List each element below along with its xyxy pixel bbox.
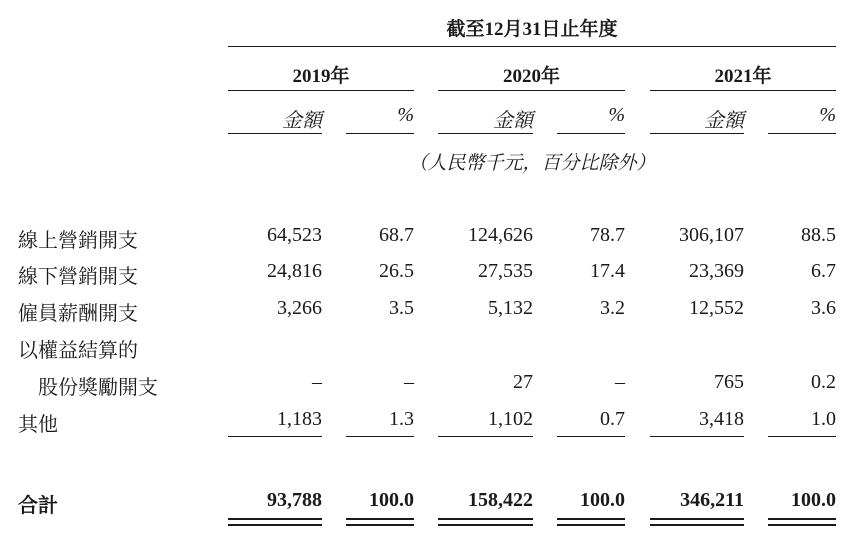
table-cell: 1,102 [488, 408, 533, 430]
subheader-underline [346, 133, 414, 134]
table-cell: 3.6 [811, 297, 836, 319]
subheader-underline [228, 133, 322, 134]
total-cell: 100.0 [369, 489, 414, 511]
total-double-rule-top [228, 518, 322, 520]
table-cell: 1.0 [811, 408, 836, 430]
table-cell: 23,369 [689, 260, 744, 282]
total-double-rule-bottom [438, 524, 533, 526]
table-cell: 3,418 [699, 408, 744, 430]
total-cell: 100.0 [580, 489, 625, 511]
table-cell: 3,266 [277, 297, 322, 319]
row-label: 線上營銷開支 [18, 230, 138, 252]
table-cell: 24,816 [267, 260, 322, 282]
table-cell: 5,132 [488, 297, 533, 319]
total-double-rule-top [768, 518, 836, 520]
year-underline [228, 90, 414, 91]
subtotal-rule [650, 436, 744, 437]
year-underline [438, 90, 625, 91]
table-cell: 1.3 [389, 408, 414, 430]
row-label: 其他 [18, 414, 58, 436]
table-cell: 27,535 [478, 260, 533, 282]
amount-header: 金額 [282, 110, 322, 132]
total-double-rule-bottom [557, 524, 625, 526]
subheader-underline [768, 133, 836, 134]
row-label: 以權益結算的 [18, 340, 138, 362]
row-label: 僱員薪酬開支 [18, 303, 138, 325]
table-cell: 78.7 [590, 224, 625, 246]
total-double-rule-bottom [650, 524, 744, 526]
year-header: 2021年 [714, 66, 772, 87]
percent-header: % [397, 104, 414, 126]
amount-header: 金額 [704, 110, 744, 132]
total-double-rule-top [557, 518, 625, 520]
table-cell: 12,552 [689, 297, 744, 319]
total-double-rule-top [650, 518, 744, 520]
period-underline [228, 46, 836, 47]
total-cell: 93,788 [267, 489, 322, 511]
total-cell: 346,211 [680, 489, 744, 511]
table-cell: 27 [513, 371, 533, 393]
table-cell: 1,183 [277, 408, 322, 430]
percent-header: % [608, 104, 625, 126]
subtotal-rule [228, 436, 322, 437]
unit-note: （人民幣千元，百分比除外） [408, 153, 656, 174]
subtotal-rule [346, 436, 414, 437]
subtotal-rule [768, 436, 836, 437]
table-cell: 17.4 [590, 260, 625, 282]
table-cell: 26.5 [379, 260, 414, 282]
table-cell: 6.7 [811, 260, 836, 282]
subheader-underline [650, 133, 744, 134]
percent-header: % [819, 104, 836, 126]
table-cell: – [615, 371, 625, 393]
year-header: 2019年 [292, 66, 350, 87]
table-cell: 88.5 [801, 224, 836, 246]
total-cell: 158,422 [468, 489, 533, 511]
table-cell: 68.7 [379, 224, 414, 246]
subtotal-rule [557, 436, 625, 437]
table-cell: – [404, 371, 414, 393]
table-cell: 64,523 [267, 224, 322, 246]
period-header: 截至12月31日止年度 [446, 19, 618, 40]
row-label: 線下營銷開支 [18, 266, 138, 288]
year-underline [650, 90, 836, 91]
total-cell: 100.0 [791, 489, 836, 511]
total-double-rule-bottom [768, 524, 836, 526]
total-double-rule-bottom [228, 524, 322, 526]
table-cell: 3.5 [389, 297, 414, 319]
row-label: 股份獎勵開支 [38, 377, 158, 399]
table-cell: 765 [714, 371, 744, 393]
total-double-rule-top [438, 518, 533, 520]
amount-header: 金額 [493, 110, 533, 132]
table-cell: – [312, 371, 322, 393]
table-cell: 0.7 [600, 408, 625, 430]
table-cell: 124,626 [468, 224, 533, 246]
table-cell: 3.2 [600, 297, 625, 319]
table-cell: 0.2 [811, 371, 836, 393]
subtotal-rule [438, 436, 533, 437]
table-cell: 306,107 [679, 224, 744, 246]
subheader-underline [438, 133, 533, 134]
subheader-underline [557, 133, 625, 134]
year-header: 2020年 [502, 66, 560, 87]
total-label: 合計 [18, 495, 58, 517]
total-double-rule-bottom [346, 524, 414, 526]
total-double-rule-top [346, 518, 414, 520]
